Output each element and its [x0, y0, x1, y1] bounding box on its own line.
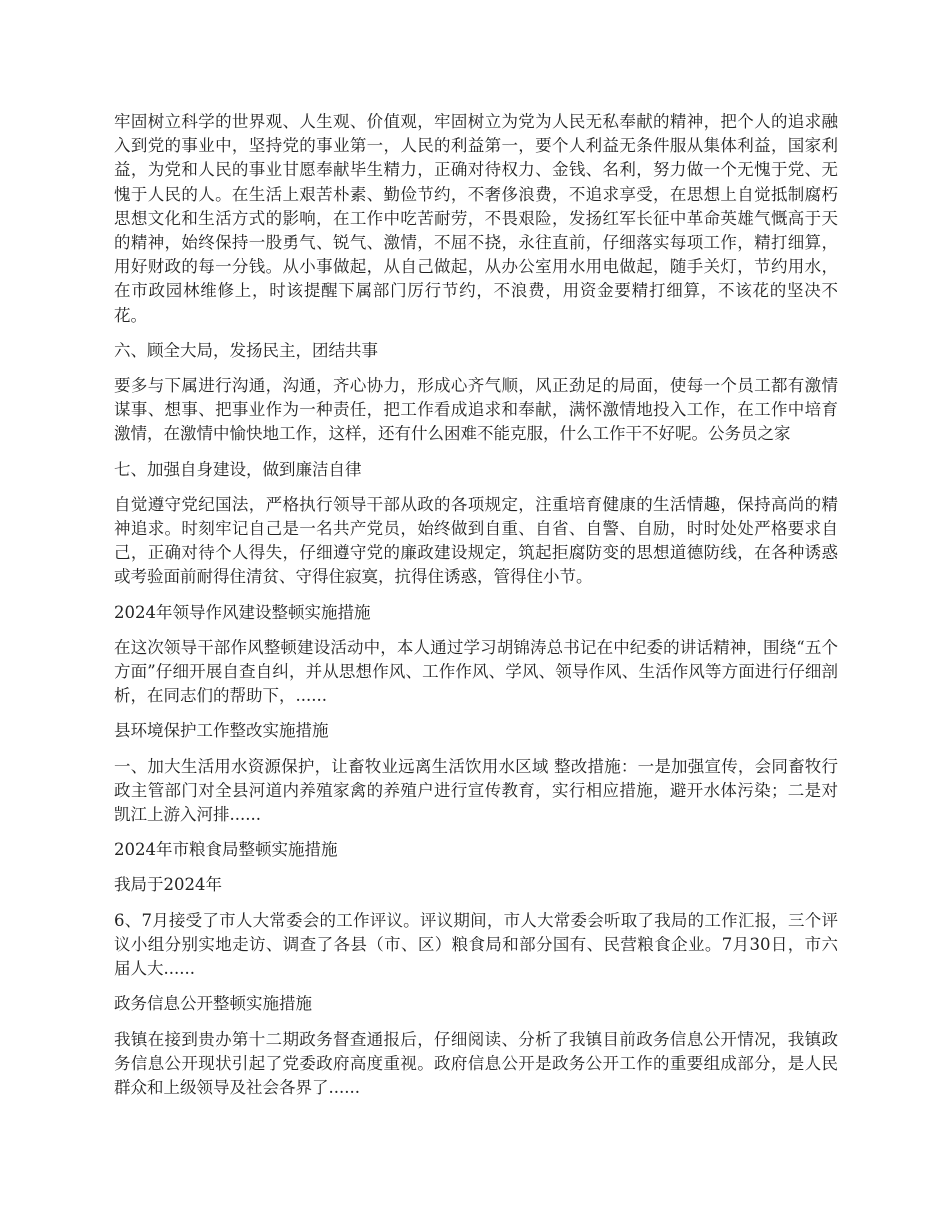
section-heading: 七、加强自身建设，做到廉洁自律 [114, 459, 362, 479]
paragraph-line: 我局于2024年 [114, 875, 222, 895]
paragraph: 在这次领导干部作风整顿建设活动中，本人通过学习胡锦涛总书记在中纪委的讲话精神，围绕“五个方面”仔细开展自查自纠，并从思想作风、工作作风、学风、领导作风、生活作风等方面进行仔细剖析，在同志们的帮助下，...... [114, 637, 838, 706]
paragraph: 6、7月接受了市人大常委会的工作评议。评议期间，市人大常委会听取了我局的工作汇报，三个评议小组分别实地走访、调查了各县（市、区）粮食局和部分国有、民营粮食企业。7月30日，市六届人大...... [114, 910, 838, 979]
section-heading: 六、顾全大局，发扬民主，团结共事 [114, 340, 378, 360]
paragraph: 牢固树立科学的世界观、人生观、价值观，牢固树立为党为人民无私奉献的精神，把个人的追求融入到党的事业中，坚持党的事业第一，人民的利益第一，要个人利益无条件服从集体利益，国家利益，为党和人民的事业甘愿奉献毕生精力，正确对待权力、金钱、名利，努力做一个无愧于党、无愧于人民的人。在生活上艰苦朴素、勤俭节约，不奢侈浪费，不追求享受，在思想上自觉抵制腐朽思想文化和生活方式的影响，在工作中吃苦耐劳，不畏艰险，发扬红军长征中革命英雄气慨高于天的精神，始终保持一股勇气、锐气、激情，不屈不挠，永往直前，仔细落实每项工作，精打细算，用好财政的每一分钱。从小事做起，从自己做起，从办公室用水用电做起，随手关灯，节约用水，在市政园林维修上，时该提醒下属部门厉行节约，不浪费，用资金要精打细算，不该花的坚决不花。 [114, 112, 838, 325]
paragraph: 我镇在接到贵办第十二期政务督查通报后，仔细阅读、分析了我镇目前政务信息公开情况，我镇政务信息公开现状引起了党委政府高度重视。政府信息公开是政务公开工作的重要组成部分，是人民群众和上级领导及社会各界了...... [114, 1029, 838, 1097]
document-body [114, 110, 838, 1111]
article-title: 2024年领导作风建设整顿实施措施 [114, 602, 371, 622]
paragraph: 自觉遵守党纪国法，严格执行领导干部从政的各项规定，注重培育健康的生活情趣，保持高尚的精神追求。时刻牢记自己是一名共产党员，始终做到自重、自省、自警、自励，时时处处严格要求自己，正确对待个人得失，仔细遵守党的廉政建设规定，筑起拒腐防变的思想道德防线，在各种诱惑或考验面前耐得住清贫、守得住寂寞，抗得住诱惑，管得住小节。 [114, 494, 838, 587]
paragraph: 要多与下属进行沟通，沟通，齐心协力，形成心齐气顺，风正劲足的局面，使每一个员工都有激情谋事、想事、把事业作为一种责任，把工作看成追求和奉献，满怀激情地投入工作，在工作中培育激情，在激情中愉快地工作，这样，还有什么困难不能克服，什么工作干不好呢。公务员之家 [114, 376, 838, 444]
article-title: 2024年市粮食局整顿实施措施 [114, 840, 338, 860]
paragraph: 一、加大生活用水资源保护，让畜牧业远离生活饮用水区域 整改措施：一是加强宣传，会同畜牧行政主管部门对全县河道内养殖家禽的养殖户进行宣传教育，实行相应措施，避开水体污染；二是对凯江上游入河排...... [114, 756, 838, 825]
article-title: 县环境保护工作整改实施措施 [114, 721, 329, 741]
article-title: 政务信息公开整顿实施措施 [114, 994, 312, 1014]
